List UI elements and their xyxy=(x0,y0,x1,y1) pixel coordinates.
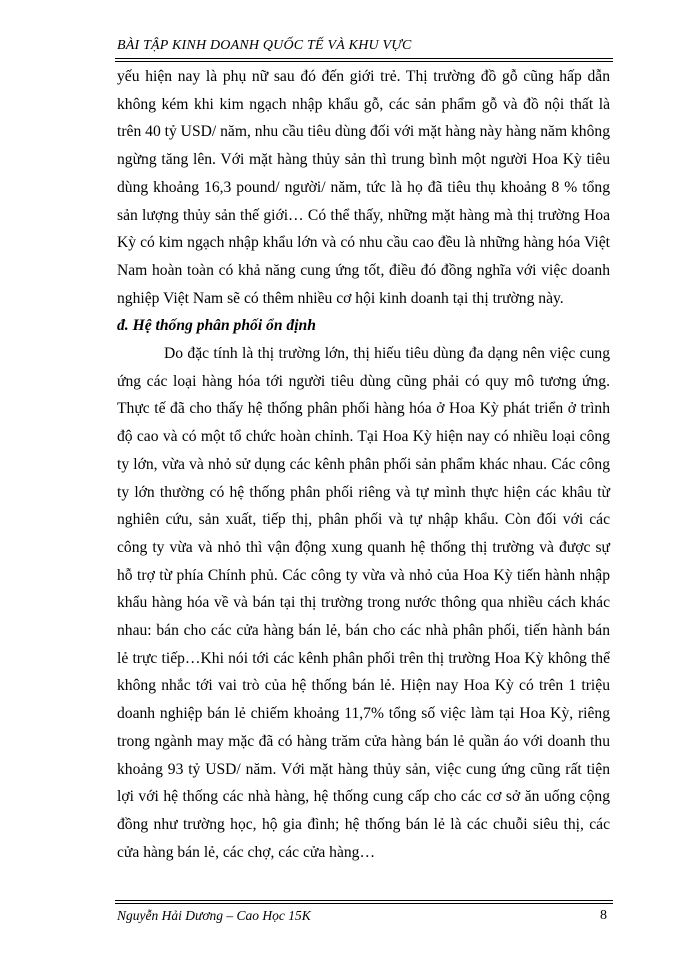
page-content xyxy=(117,63,610,866)
page-number: 8 xyxy=(600,908,607,923)
header-rule-bottom xyxy=(115,61,613,62)
footer-author: Nguyễn Hải Dương – Cao Học 15K xyxy=(117,908,311,923)
running-header: BÀI TẬP KINH DOANH QUỐC TẾ VÀ KHU VỰC xyxy=(117,38,412,53)
section-heading: đ. Hệ thống phân phối ổn định xyxy=(117,317,316,335)
body-paragraph-1: yếu hiện nay là phụ nữ sau đó đến giới trẻ. Thị trường đồ gỗ cũng hấp dẫn không kém khi kim ngạch nhập khẩu gỗ, các sản phẩm gỗ và đồ nội thất là trên 40 tỷ USD/ năm, nhu cầu tiêu dùng đối với mặt hàng này hàng năm không ngừng tăng lên. Với mặt hàng thủy sản thì trung bình một người Hoa Kỳ tiêu dùng khoảng 16,3 pound/ người/ năm, tức là họ đã tiêu thụ khoảng 8 % tổng sản lượng thủy sản thế giới… Có thể thấy, những mặt hàng mà thị trường Hoa Kỳ có kim ngạch nhập khẩu lớn và có nhu cầu cao đều là những hàng hóa Việt Nam hoàn toàn có khả năng cung ứng tốt, điều đó đồng nghĩa với việc doanh nghiệp Việt Nam sẽ có thêm nhiều cơ hội kinh doanh tại thị trường này. xyxy=(117,68,610,307)
footer-rule-top xyxy=(115,900,613,901)
header-rule-top xyxy=(115,58,613,59)
body-paragraph-2: Do đặc tính là thị trường lớn, thị hiếu tiêu dùng đa dạng nên việc cung ứng các loại hàng hóa tới người tiêu dùng cũng phải có quy mô tương ứng. Thực tế đã cho thấy hệ thống phân phối hàng hóa ở Hoa Kỳ phát triển ở trình độ cao và có một tổ chức hoàn chỉnh. Tại Hoa Kỳ hiện nay có nhiều loại công ty lớn, vừa và nhỏ sử dụng các kênh phân phối sản phẩm khác nhau. Các công ty lớn thường có hệ thống phân phối riêng và tự mình thực hiện các khâu từ nghiên cứu, sản xuất, tiếp thị, phân phối và tự nhập khẩu. Còn đối với các công ty vừa và nhỏ thì vận động xung quanh hệ thống thị trường và được sự hỗ trợ từ phía Chính phủ. Các công ty vừa và nhỏ của Hoa Kỳ tiến hành nhập khẩu hàng hóa về và bán tại thị trường trong nước thông qua nhiều cách khác nhau: bán cho các cửa hàng bán lẻ, bán cho các nhà phân phối, tiến hành bán lẻ trực tiếp…Khi nói tới các kênh phân phối trên thị trường Hoa Kỳ không thể không nhắc tới vai trò của hệ thống bán lẻ. Hiện nay Hoa Kỳ có trên 1 triệu doanh nghiệp bán lẻ chiếm khoảng 11,7% tổng số việc làm tại Hoa Kỳ, riêng trong ngành may mặc đã có hàng trăm cửa hàng bán lẻ quần áo với doanh thu khoảng 93 tỷ USD/ năm. Với mặt hàng thủy sản, việc cung ứng cũng rất tiện lợi với hệ thống các nhà hàng, hệ thống cung cấp cho các cơ sở ăn uống cộng đồng như trường học, hộ gia đình; hệ thống bán lẻ là các chuỗi siêu thị, các cửa hàng bán lẻ, các chợ, các cửa hàng… xyxy=(117,345,610,861)
footer-rule-bottom xyxy=(115,903,613,904)
